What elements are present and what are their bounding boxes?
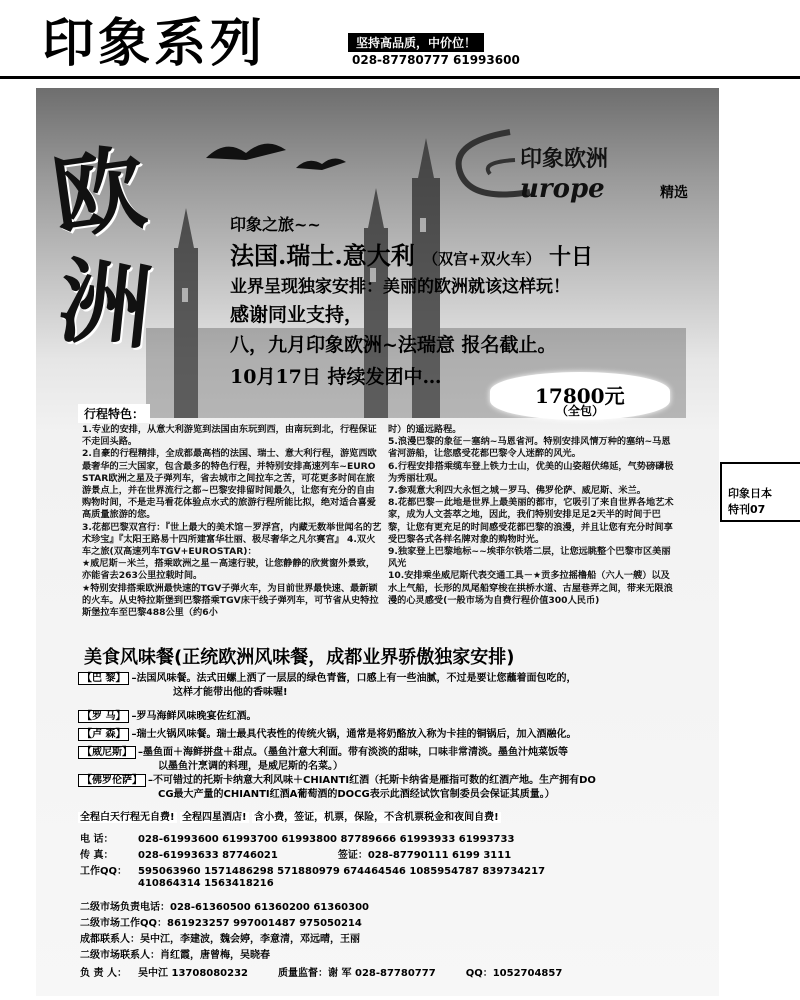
food-item-text: –罗马海鲜风味晚宴佐红酒。 — [131, 711, 257, 722]
hero-char-1: 欧 — [45, 133, 153, 253]
food-item-tag: 【佛罗伦萨】 — [78, 774, 146, 787]
food-item — [78, 774, 688, 802]
notice-includes: 含小费，签证，机票，保险，不含机票税金和夜间自费! — [254, 812, 499, 823]
sidebar-issue-line2: 特刊07 — [728, 503, 766, 516]
contact-label: 成都联系人： — [80, 934, 140, 945]
logo-suffix: 精选 — [660, 185, 688, 201]
contact-market-phone-row — [80, 898, 369, 913]
feature-item: 6.行程安排搭乘缆车登上铁力士山，优美的山姿超伏绵延，气势磅礴极为秀丽壮观。 — [388, 460, 674, 484]
food-item — [78, 746, 688, 774]
contact-label: 传 真： — [80, 850, 114, 861]
feature-item: 2.自豪的行程精排，全成都最高档的法国、瑞士、意大利行程，游览西欧最奢华的三大国家，包含最多的特色行程，并特别安排高速列车~EURO STAR欧洲之星及子弹列车，省去城市之间拉车之苦，可花更多时间在旅游景点上，并在世界流行之都~巴黎安排留时间最久，让您有充分的自由购物时间，不是走马看花体验点水式的旅游行程所能比拟，绝对适合喜爱高质量旅游的您。 — [82, 448, 377, 521]
contact-market-qq-row — [80, 914, 362, 929]
contact-label: 负 责 人： — [80, 968, 127, 979]
contact-label: 二级市场负责电话： — [80, 902, 170, 913]
feature-item: ★威尼斯－米兰，搭乘欧洲之星－高速行驶，让您静静的欣赏窗外景致，亦能省去263公里拉载时间。 — [82, 558, 376, 582]
logo-chinese-text: 印象欧洲 — [520, 147, 609, 172]
birds-icon — [196, 128, 376, 188]
headline-line-4: 感谢同业支持， — [230, 304, 364, 326]
contact-chengdu-row — [80, 930, 360, 945]
feature-item: 时）的遥远路程。 — [388, 424, 462, 435]
feature-item: ★特别安排搭乘欧洲最快速的TGV子弹火车，为目前世界最快速、最新颖的火车。从史特拉斯堡到巴黎搭乘TGV床干线子弹列车，可节省从史特拉斯堡拉车至巴黎488公里（约6小 — [82, 582, 379, 619]
contact-label: 电 话： — [80, 834, 114, 845]
contact-value: 028-61993633 87746021 — [138, 850, 278, 861]
contact-qq-row — [80, 862, 545, 877]
features-left-column — [82, 424, 382, 619]
food-item-tag: 【卢 森】 — [78, 728, 129, 741]
header-phone: 028-87780777 61993600 — [352, 53, 520, 67]
contact-label: 工作QQ： — [80, 866, 128, 877]
features-label: 行程特色： — [78, 404, 150, 423]
contact-value: 肖红霞，唐曾梅，吴晓春 — [160, 950, 270, 961]
contact-label: 二级市场工作QQ： — [80, 918, 168, 929]
headline-line-6: 10月17日 持续发团中… — [230, 366, 442, 388]
contact-value: 410864314 1563418216 — [138, 878, 274, 889]
food-section-title: 美食风味餐(正统欧洲风味餐，成都业界骄傲独家安排) — [84, 647, 515, 668]
food-item-text: –不可错过的托斯卡纳意大利风味＋CHIANTI红酒（托斯卡纳省是雁指可数的红酒产地。生产拥有DO — [148, 775, 596, 786]
contact-value: 吴中江 13708080232 — [138, 968, 249, 979]
tour-label: 印象之旅~~ — [230, 215, 321, 234]
feature-item: 7.参观意大利四大永恒之城－罗马、佛罗伦萨、威尼斯、米兰。 — [388, 485, 646, 497]
contact-label: QQ： — [465, 968, 493, 979]
tour-title-days: 十日 — [549, 244, 594, 270]
feature-item: 10.安排乘坐威尼斯代表交通工具－★贡多拉摇橹船（六人一艘）以及水上气船，长形的凤尾船穿梭在拱桥水道、古屋巷弄之间，带来无限浪漫的心灵感受(一般市场为自费行程价值300人民币) — [388, 570, 673, 606]
tour-title-main: 法国.瑞士.意大利 — [230, 241, 415, 270]
headline-line-5: 八，九月印象欧洲~法瑞意 报名截止。 — [230, 334, 557, 356]
contact-value: 861923257 997001487 975050214 — [167, 918, 362, 929]
tour-title — [230, 236, 593, 271]
contact-value: 谢 军 028-87780777 — [328, 968, 436, 979]
contact-value: 028-61360500 61360200 61360300 — [170, 902, 369, 913]
feature-item: 1.专业的安排，从意大利游览到法国由东玩到西，由南玩到北，行程保证不走回头路。 — [82, 424, 377, 448]
feature-item: 8.花都巴黎－此地是世界上最美丽的都市，它吸引了来自世界各地艺术家，成为人文荟萃之地，因此，我们特别安排足足2天半的时间于巴黎，让您有更充足的时间感受花都巴黎的浪漫，并且让您有充分时间享受巴黎各式各样名牌对象的购物时光。 — [388, 497, 674, 545]
food-item — [78, 728, 688, 742]
header-divider — [0, 76, 800, 79]
features-right-column — [388, 424, 674, 607]
sidebar-issue-line1: 印象日本 — [728, 487, 772, 500]
food-item-text-cont: 以墨鱼汁烹调的料理，是威尼斯的名菜。） — [158, 761, 343, 772]
inclusion-notice — [78, 808, 688, 823]
contact-value: 1052704857 — [492, 968, 563, 979]
brand-title: 印象系列 — [42, 14, 267, 74]
headline-line-3: 业界呈现独家安排：美丽的欧洲就该这样玩！ — [230, 277, 570, 297]
contact-label: 质量监督： — [278, 968, 329, 979]
tour-title-sub: （双宫+双火车） — [423, 250, 541, 268]
food-item-tag: 【威尼斯】 — [78, 746, 136, 759]
food-item-tag: 【巴 黎】 — [78, 672, 129, 685]
contact-value: 028-61993600 61993700 61993800 87789666 61993933 61993733 — [138, 834, 515, 845]
contact-manager-row — [80, 964, 562, 979]
feature-item: 3.花都巴黎双宫行：『世上最大的美术馆－罗浮宫，内藏无数举世闻名的艺术珍宝』『太阳王路易十四所建富华壮丽、极尽奢华之凡尔赛宫』 4.双火车之旅(双高速列车TGV+EUROSTAR)： — [82, 521, 382, 558]
food-item — [78, 710, 688, 724]
price-note: （全包） — [556, 404, 605, 418]
food-item-text-cont: 这样才能带出他的香味喔! — [173, 687, 288, 698]
price-amount: 17800元 — [535, 384, 625, 408]
notice-no-extra: 全程白天行程无自费! — [80, 812, 175, 823]
food-item-tag: 【罗 马】 — [78, 710, 129, 723]
contact-value: 吴中江，李建波，魏会婷，李意清，邓远晴，王丽 — [140, 934, 360, 945]
food-item — [78, 672, 688, 700]
logo-english-text: urope — [520, 174, 605, 204]
slogan-badge: 坚持高品质，中价位！ — [348, 33, 484, 52]
sidebar-issue-tag — [720, 462, 800, 522]
contact-value: 028-87790111 6199 3111 — [367, 850, 512, 861]
contact-value: 595063960 1571486298 571880979 674464546 1085954787 839734217 — [138, 866, 546, 877]
food-item-text: –墨鱼面＋海鲜拼盘＋甜点。（墨鱼汁意大利面。带有淡淡的甜味，口味非常清淡。墨鱼汁炖菜饭等 — [138, 747, 568, 758]
food-item-text: –瑞士火锅风味餐。瑞士最具代表性的传统火锅，通常是将奶酪放入称为卡挂的铜锅后，加入酒融化。 — [131, 729, 577, 740]
feature-item: 9.独家登上巴黎地标~~埃菲尔铁塔二层，让您远眺整个巴黎市区美丽风光 — [388, 546, 671, 570]
feature-item: 5.浪漫巴黎的象征－塞纳~马恩省河。特别安排风情万种的塞纳~马恩省河游船，让您感受花都巴黎令人迷醉的风光。 — [388, 436, 671, 460]
notice-hotel: 全程四星酒店! — [182, 812, 247, 823]
contact-market-person-row — [80, 946, 270, 961]
hero-char-2: 洲 — [53, 246, 157, 364]
contact-label: 签证： — [337, 850, 368, 861]
contact-phone-row — [80, 830, 514, 845]
contact-fax-row — [80, 846, 511, 861]
food-item-text-cont: CG最大产量的CHIANTI红酒A葡萄酒的DOCG表示此酒经试饮官制委员会保证其质量。） — [158, 789, 555, 800]
food-item-text: –法国风味餐。法式田螺上洒了一层层的绿色青酱，口感上有一些油腻，不过是要让您蘸着面包吃的， — [131, 673, 577, 684]
contact-qq-row-2 — [80, 878, 274, 889]
contact-label: 二级市场联系人： — [80, 950, 160, 961]
